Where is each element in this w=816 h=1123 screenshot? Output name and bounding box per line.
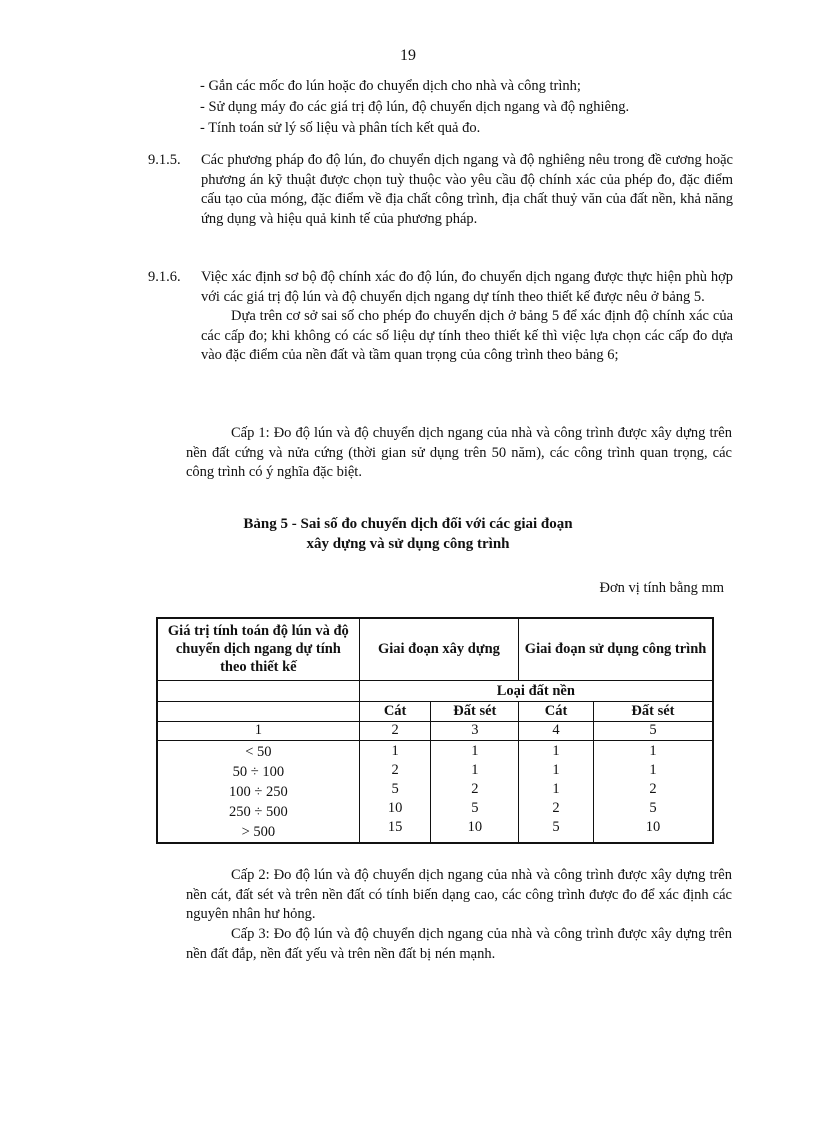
- index-cell: 1: [157, 721, 359, 740]
- bullet-item: - Tính toán sử lý số liệu và phân tích kết quả đo.: [200, 120, 481, 136]
- value: 1: [471, 761, 479, 778]
- header-clay: Đất sét: [593, 701, 713, 721]
- range-value: 100 ÷ 250: [228, 783, 288, 800]
- value: 10: [387, 799, 403, 816]
- value: 2: [649, 780, 657, 797]
- index-cell: 3: [431, 721, 519, 740]
- range-value: > 500: [241, 823, 276, 840]
- range-value: 250 ÷ 500: [228, 803, 288, 820]
- bullet-item: - Gắn các mốc đo lún hoặc đo chuyển dịch cho nhà và công trình;: [200, 78, 581, 94]
- sand-usage-cell: [519, 740, 594, 843]
- clay-usage-cell: [593, 740, 713, 843]
- header-soil-type: Loại đất nền: [359, 680, 713, 701]
- clay-construction-cell: [431, 740, 519, 843]
- value: 10: [467, 818, 483, 835]
- section-text-continued: Dựa trên cơ sở sai số cho phép đo chuyển dịch ở bảng 5 để xác định độ chính xác của các cấp đo; khi không có các số liệu dự tính theo thiết kế thì việc lựa chọn các cấp đo dựa vào đặc điểm của nền đất và tầm quan trọng của công trình theo bảng 6;: [201, 308, 733, 363]
- header-sand: Cát: [519, 701, 594, 721]
- value: 5: [391, 780, 399, 797]
- table-caption: [0, 514, 816, 554]
- table-header-row: [157, 680, 713, 701]
- header-clay: Đất sét: [431, 701, 519, 721]
- section-9-1-6: [148, 268, 733, 366]
- value: 15: [387, 818, 403, 835]
- bullet-item: - Sử dụng máy đo các giá trị độ lún, độ chuyển dịch ngang và độ nghiêng.: [200, 99, 630, 115]
- table-caption-line2: xây dựng và sử dụng công trình: [306, 536, 510, 552]
- section-9-1-5: [148, 151, 733, 229]
- bullet-list: [200, 76, 740, 139]
- value: 5: [471, 799, 479, 816]
- value: 1: [649, 742, 657, 759]
- value: 10: [645, 818, 661, 835]
- section-text: Các phương pháp đo độ lún, đo chuyển dịch ngang và độ nghiêng nêu trong đề cương hoặc phương án kỹ thuật được chọn tuỳ thuộc vào yêu cầu độ chính xác của phép đo, đặc điểm cấu tạo của móng, đặc điểm về địa chất công trình, địa chất thuỷ văn của đất nền, khả năng ứng dụng và hiệu quả kinh tế của phương pháp.: [201, 152, 733, 227]
- value: 2: [471, 780, 479, 797]
- table-index-row: [157, 721, 713, 740]
- page-number: 19: [400, 47, 416, 64]
- section-number: 9.1.5.: [148, 152, 181, 168]
- header-design-value: Giá trị tính toán độ lún và độ chuyển dịch ngang dự tính theo thiết kế: [157, 618, 359, 680]
- header-usage-stage: Giai đoạn sử dụng công trình: [519, 618, 713, 680]
- sand-construction-cell: [359, 740, 431, 843]
- section-text: Việc xác định sơ bộ độ chính xác đo độ lún, đo chuyển dịch ngang được thực hiện phù hợp với các giá trị độ lún và độ chuyển dịch ngang dự tính theo thiết kế được nêu ở bảng 5.: [201, 269, 733, 305]
- header-construction-stage: Giai đoạn xây dựng: [359, 618, 518, 680]
- value: 1: [552, 780, 560, 797]
- table-header-row: [157, 701, 713, 721]
- value: 1: [552, 742, 560, 759]
- value: 1: [552, 761, 560, 778]
- level-2-paragraph: Cấp 2: Đo độ lún và độ chuyển dịch ngang của nhà và công trình được xây dựng trên nền cát, đất sét và trên nền đất có tính biến dạng cao, các công trình được đo để xác định các nguyên nhân hư hỏng.: [186, 867, 732, 922]
- range-value: 50 ÷ 100: [232, 763, 285, 780]
- table-5: [156, 617, 714, 844]
- level-3-paragraph: Cấp 3: Đo độ lún và độ chuyển dịch ngang của nhà và công trình được xây dựng trên nền đất đắp, nền đất yếu và trên nền đất bị nén mạnh.: [186, 926, 732, 962]
- table-caption-line1: Bảng 5 - Sai số đo chuyển dịch đối với các giai đoạn: [243, 516, 573, 532]
- value: 2: [391, 761, 399, 778]
- value: 1: [471, 742, 479, 759]
- table-data-row: [157, 740, 713, 843]
- value: 2: [552, 799, 560, 816]
- range-value: < 50: [245, 743, 272, 760]
- index-cell: 2: [359, 721, 431, 740]
- value: 1: [391, 742, 399, 759]
- header-sand: Cát: [359, 701, 431, 721]
- level-1-paragraph: Cấp 1: Đo độ lún và độ chuyển dịch ngang của nhà và công trình được xây dựng trên nền đất cứng và nửa cứng (thời gian sử dụng trên 50 năm), các công trình quan trọng, các công trình có ý nghĩa đặc biệt.: [186, 425, 732, 480]
- index-cell: 5: [593, 721, 713, 740]
- value: 1: [649, 761, 657, 778]
- value: 5: [552, 818, 560, 835]
- value: 5: [649, 799, 657, 816]
- range-cell: [157, 740, 359, 843]
- section-number: 9.1.6.: [148, 269, 181, 285]
- empty-cell: [157, 680, 359, 701]
- index-cell: 4: [519, 721, 594, 740]
- empty-cell: [157, 701, 359, 721]
- table-header-row: [157, 618, 713, 680]
- unit-note: Đơn vị tính bằng mm: [599, 580, 724, 596]
